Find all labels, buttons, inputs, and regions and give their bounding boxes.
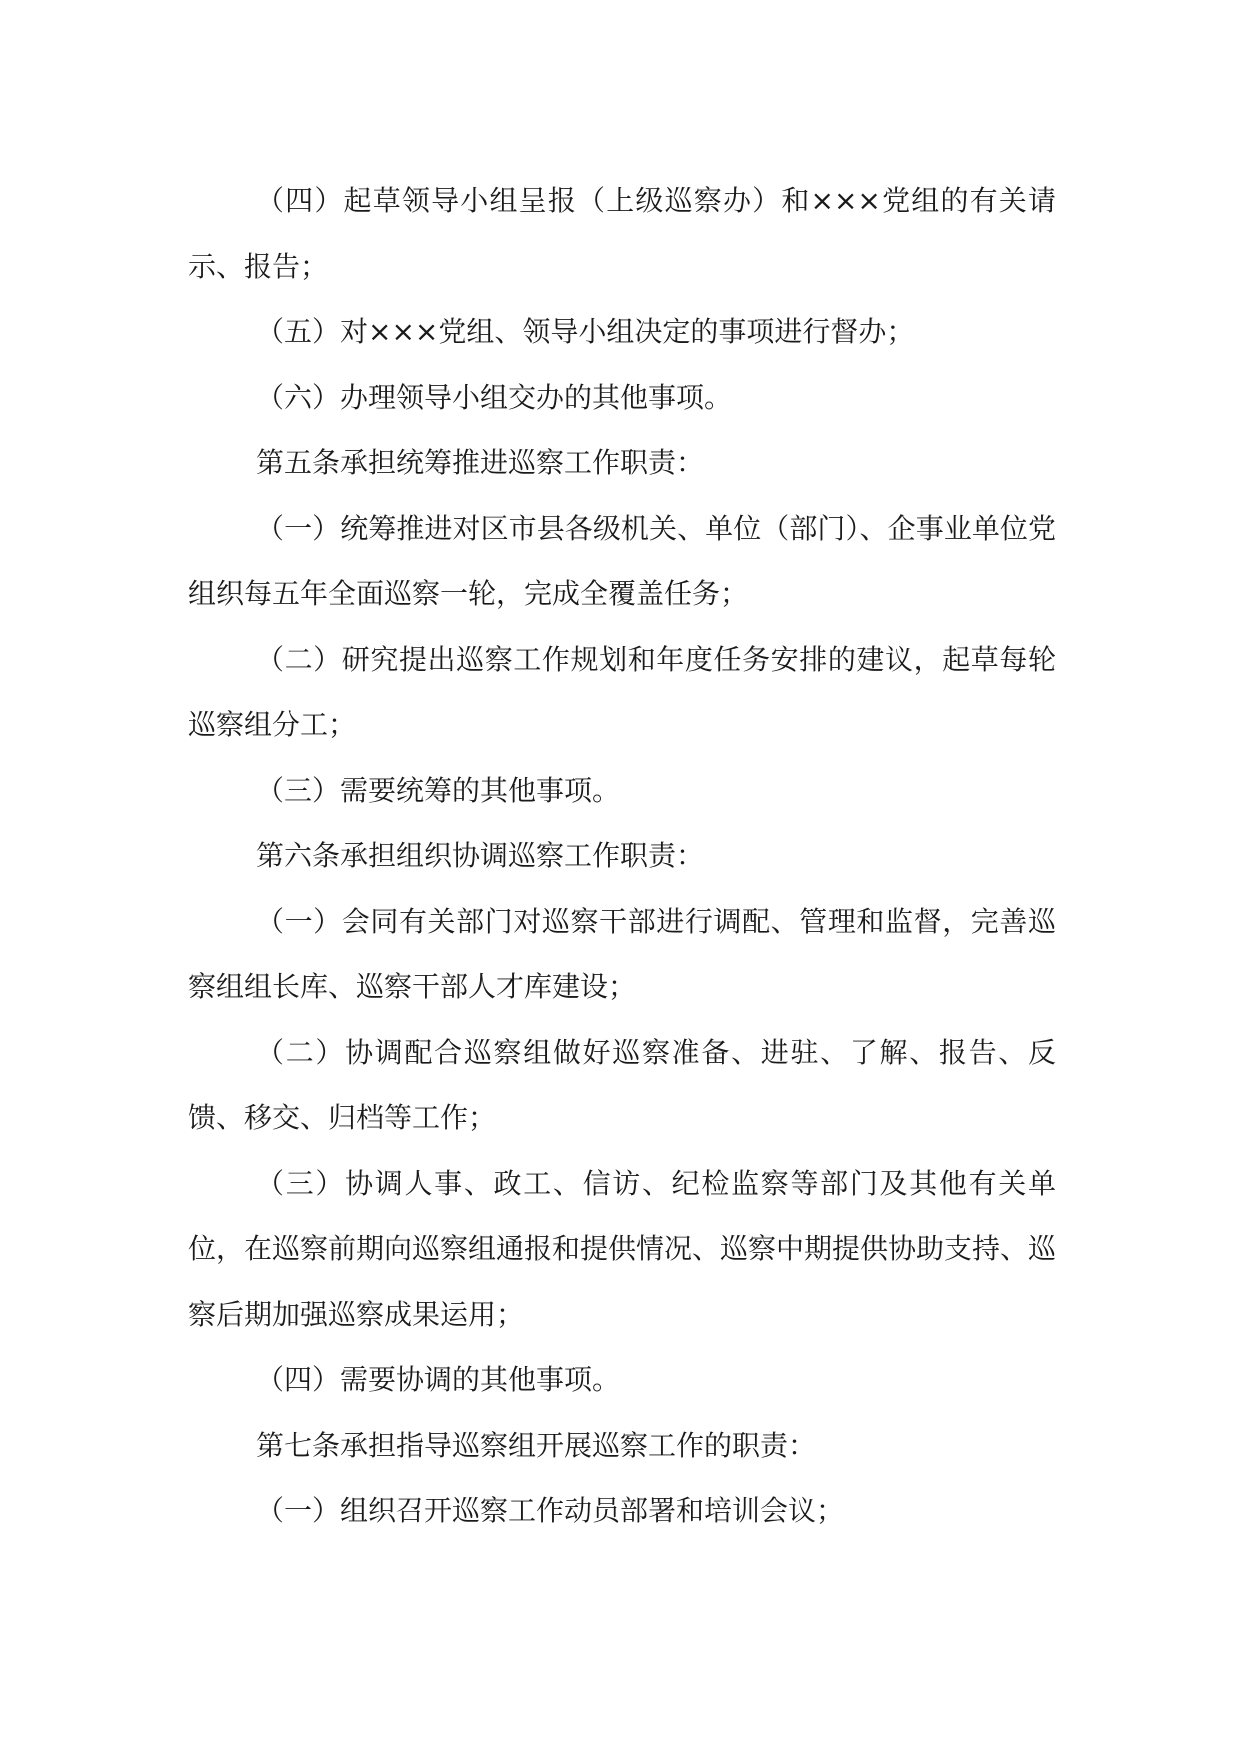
paragraph-article-6-item-1: （一）会同有关部门对巡察干部进行调配、管理和监督，完善巡察组组长库、巡察干部人才库建设； [188,904,1056,1003]
paragraph-article-5-item-1: （一）统筹推进对区市县各级机关、单位（部门）、企事业单位党组织每五年全面巡察一轮，完成全覆盖任务； [188,511,1056,610]
paragraph-item-4-draft-reports: （四）起草领导小组呈报（上级巡察办）和×××党组的有关请示、报告； [188,184,1056,283]
paragraph-article-6-item-3: （三）协调人事、政工、信访、纪检监察等部门及其他有关单位，在巡察前期向巡察组通报和提供情况、巡察中期提供协助支持、巡察后期加强巡察成果运用； [188,1166,1057,1331]
article-6-heading: 第六条承担组织协调巡察工作职责： [256,839,705,872]
paragraph-article-6-item-4: （四）需要协调的其他事项。 [256,1363,621,1396]
paragraph-item-5-supervision: （五）对×××党组、领导小组决定的事项进行督办； [256,315,915,348]
document-body [188,168,1056,1544]
paragraph-article-7-item-1: （一）组织召开巡察工作动员部署和培训会议； [256,1494,845,1527]
paragraph-item-6-other-matters: （六）办理领导小组交办的其他事项。 [256,380,733,414]
paragraph-article-6-item-2: （二）协调配合巡察组做好巡察准备、进驻、了解、报告、反馈、移交、归档等工作； [188,1035,1056,1134]
paragraph-article-5-item-2: （二）研究提出巡察工作规划和年度任务安排的建议，起草每轮巡察组分工； [188,642,1056,741]
article-5-heading: 第五条承担统筹推进巡察工作职责： [256,446,705,479]
article-7-heading: 第七条承担指导巡察组开展巡察工作的职责： [256,1428,817,1462]
paragraph-article-5-item-3: （三）需要统筹的其他事项。 [256,773,621,807]
